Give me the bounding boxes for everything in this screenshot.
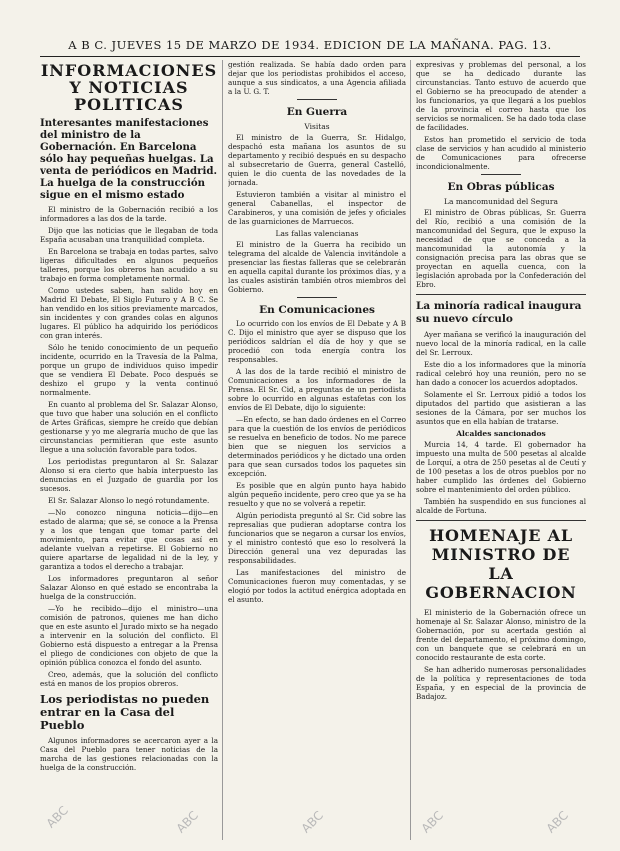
- paragraph: Los informadores preguntaron al señor Salazar Alonso en qué estado se encontraba la huelga de la construcción.: [40, 574, 218, 601]
- paragraph: En Barcelona se trabaja en todas partes, salvo ligeras dificultades en algunos pequeños talleres, porque los obreros han acudido a su trabajo en forma completamente normal.: [40, 247, 218, 283]
- paragraph: Dijo que las noticias que le llegaban de toda España acusaban una tranquilidad completa.: [40, 226, 218, 244]
- column-divider: [222, 60, 223, 840]
- paragraph: —No conozco ninguna noticia—dijo—en estado de alarma; que sé, se conoce a la Prensa y a los que tengan que tomar parte del movimiento, para evitar que cosas así en adelante vuelvan a repetirse. El Gobierno no quiere apartarse de legalidad ni de la ley, y garantiza a todos el derecho a trabajar.: [40, 508, 218, 571]
- paragraph: Murcia 14, 4 tarde. El gobernador ha impuesto una multa de 500 pesetas al alcalde de Lorquí, a otra de 250 pesetas al de Ceutí y de 100 pesetas a los de otros pueblos por no haber cumplido las órdenes del Gobierno sobre el mantenimiento del orden público.: [416, 440, 586, 494]
- paragraph: El ministro de la Guerra, Sr. Hidalgo, despachó esta mañana los asuntos de su departamento y recibió después en su despacho al subsecretario de Guerra, general Castelló, quien le dio cuenta de las novedades de la jornada.: [228, 133, 406, 187]
- divider: [416, 520, 586, 521]
- paragraph: También ha suspendido en sus funciones al alcalde de Fortuna.: [416, 497, 586, 515]
- column-right: [416, 60, 586, 840]
- masthead-rule: [40, 56, 580, 57]
- paragraph: El ministro de la Gobernación recibió a los informadores a las dos de la tarde.: [40, 205, 218, 223]
- paragraph: El Sr. Salazar Alonso lo negó rotundamente.: [48, 496, 210, 505]
- divider: [416, 294, 586, 295]
- paragraph: Algunos informadores se acercaron ayer a la Casa del Pueblo para tener noticias de la marcha de las gestiones relacionadas con la huelga de la construcción.: [40, 736, 218, 772]
- paragraph: A las dos de la tarde recibió el ministro de Comunicaciones a los informadores de la Prensa. El Sr. Cid, a preguntas de un periodista sobre lo ocurrido en algunas estafetas con los envíos de El Debate, dijo lo siguiente:: [228, 367, 406, 412]
- paragraph: —Yo he recibido—dijo el ministro—una comisión de patronos, quienes me han dicho que en este asunto el Jurado mixto se ha negado a intervenir en la solución del conflicto. El Gobierno está dispuesto a entregar a la Prensa el pliego de condiciones con objeto de que la opinión pública conozca el fondo del asunto.: [40, 604, 218, 667]
- paragraph: Ayer mañana se verificó la inauguración del nuevo local de la minoría radical, en la calle del Sr. Lerroux.: [416, 330, 586, 357]
- watermark: ABC: [298, 808, 326, 836]
- article-subhead: La minoría radical inaugura su nuevo círculo: [416, 300, 582, 325]
- paragraph: gestión realizada. Se había dado orden para dejar que los periodistas prohibidos el acceso, aunque a sus sindicatos, a una Agencia afiliada a la U. G. T.: [228, 60, 406, 96]
- paragraph: —En efecto, se han dado órdenes en el Correo para que la cuestión de los envíos de periódicos se resuelva en beneficio de todos. No me parece bien que se nieguen los servicios a determinados periódicos y he dictado una orden para que sean cursados todos los paquetes sin excepción.: [228, 415, 406, 478]
- subsection-heading: La mancomunidad del Segura: [444, 197, 558, 206]
- paragraph: Los periodistas preguntaron al Sr. Salazar Alonso si era cierto que había interpuesto las denuncias en el Juzgado de guardia por los sucesos.: [40, 457, 218, 493]
- paragraph: Se han adherido numerosas personalidades de la política y representaciones de toda España, y en especial de la provincia de Badajoz.: [416, 665, 586, 701]
- section-heading: En Guerra: [286, 106, 348, 118]
- watermark: ABC: [173, 808, 201, 836]
- paragraph: El ministro de la Guerra ha recibido un telegrama del alcalde de Valencia invitándole a presenciar las fiestas falleras que se celebrarán en aquella capital durante los próximos días, y a las cuales asistirán también otros miembros del Gobierno.: [228, 240, 406, 294]
- paragraph: Este dio a los informadores que la minoría radical celebró hoy una reunión, pero no se han dado a conocer los acuerdos adoptados.: [416, 360, 586, 387]
- paragraph: Creo, además, que la solución del conflicto está en manos de los propios obreros.: [40, 670, 218, 688]
- paragraph: Es posible que en algún punto haya habido algún pequeño incidente, pero creo que ya se ha resuelto y que no se volverá a repetir.: [228, 481, 406, 508]
- watermark: ABC: [43, 803, 71, 831]
- paragraph: El ministerio de la Gobernación ofrece un homenaje al Sr. Salazar Alonso, ministro de la Gobernación, por su acertada gestión al frente del departamento, el próximo domingo, con un banquete que se celebrará en un conocido restaurante de esta corte.: [416, 608, 586, 662]
- divider: [297, 297, 337, 298]
- article-subhead: Interesantes manifestaciones del ministro de la Gobernación. En Barcelona sólo hay pequeñas huelgas. La venta de periódicos en Madrid. La huelga de la construcción sigue en el mismo estado: [40, 117, 218, 201]
- column-left: [40, 60, 218, 840]
- paragraph: Como ustedes saben, han salido hoy en Madrid El Debate, El Siglo Futuro y A B C. Se han vendido en los sitios previamente marcados, sin incidentes y con grandes colas en algunos lugares. El público ha adquirido los periódicos con gran interés.: [40, 286, 218, 340]
- article-headline: HOMENAJE AL MINISTRO DE LA GOBERNACION: [425, 526, 577, 602]
- section-heading: En Comunicaciones: [259, 304, 375, 316]
- column-divider: [410, 60, 411, 840]
- paragraph: Estuvieron también a visitar al ministro el general Cabanellas, el inspector de Carabineros, y una comisión de jefes y oficiales de las guarniciones de Marruecos.: [228, 190, 406, 226]
- paragraph: Sólo he tenido conocimiento de un pequeño incidente, ocurrido en la Travesía de la Palma, porque un grupo de individuos quiso impedir que se vendiera El Debate. Poco después se deshizo el grupo y la venta continuó normalmente.: [40, 343, 218, 397]
- paragraph: En cuanto al problema del Sr. Salazar Alonso, que tuvo que haber una solución en el conflicto de Artes Gráficas, siempre he creído que debían gestionarse y yo me alegraría mucho de que las circunstancias permitieran que este asunto llegue a una solución favorable para todos.: [40, 400, 218, 454]
- subsection-heading: Las fallas valencianas: [275, 229, 359, 238]
- paragraph: Estos han prometido el servicio de toda clase de servicios y han acudido al ministerio de Comunicaciones para ofrecerse incondicionalmente.: [416, 135, 586, 171]
- subsection-heading: Visitas: [304, 122, 330, 131]
- paragraph: Las manifestaciones del ministro de Comunicaciones fueron muy comentadas, y se elogió por todos la actitud enérgica adoptada en el asunto.: [228, 568, 406, 604]
- divider: [297, 99, 337, 100]
- paragraph: Lo ocurrido con los envíos de El Debate y A B C. Dijo el ministro que ayer se dispuso que los periódicos saldrían el día de hoy y que se procedió con toda energía contra los responsables.: [228, 319, 406, 364]
- section-heading: En Obras públicas: [447, 181, 555, 193]
- article-subhead: Los periodistas no pueden entrar en la Casa del Pueblo: [40, 692, 210, 732]
- section-title: INFORMACIONES Y NOTICIAS POLITICAS: [40, 61, 218, 114]
- paragraph: Algún periodista preguntó al Sr. Cid sobre las represalias que pudieran adoptarse contra los funcionarios que se negaron a cursar los envíos, y el ministro contestó que eso lo resolverá la Dirección general una vez depuradas las responsabilidades.: [228, 511, 406, 565]
- page-masthead: A B C. JUEVES 15 DE MARZO DE 1934. EDICION DE LA MAÑANA. PAG. 13.: [68, 38, 552, 52]
- column-middle: [228, 60, 406, 840]
- paragraph: Solamente el Sr. Lerroux pidió a todos los diputados del partido que asistieran a las sesiones de la Cámara, por ser muchos los asuntos que en ella habían de tratarse.: [416, 390, 586, 426]
- divider: [481, 174, 521, 175]
- subsection-heading: Alcaldes sancionados: [456, 429, 546, 438]
- paragraph: expresivas y problemas del personal, a los que se ha dedicado durante las circunstancias. Tanto estuvo de acuerdo que el Gobierno se ha preocupado de atender a los funcionarios, ya que llegará a los pueblos de la provincia el correo hasta que los servicios se normalicen. Se ha dado toda clase de facilidades.: [416, 60, 586, 132]
- watermark: ABC: [543, 808, 571, 836]
- paragraph: El ministro de Obras públicas, Sr. Guerra del Río, recibió a una comisión de la mancomunidad del Segura, que le expuso la necesidad de que se conceda a la mancomunidad la autonomía y la consignación precisa para las obras que se proyectan en aquella cuenca, con la legislación aprobada por la Confederación del Ebro.: [416, 208, 586, 289]
- watermark: ABC: [418, 808, 446, 836]
